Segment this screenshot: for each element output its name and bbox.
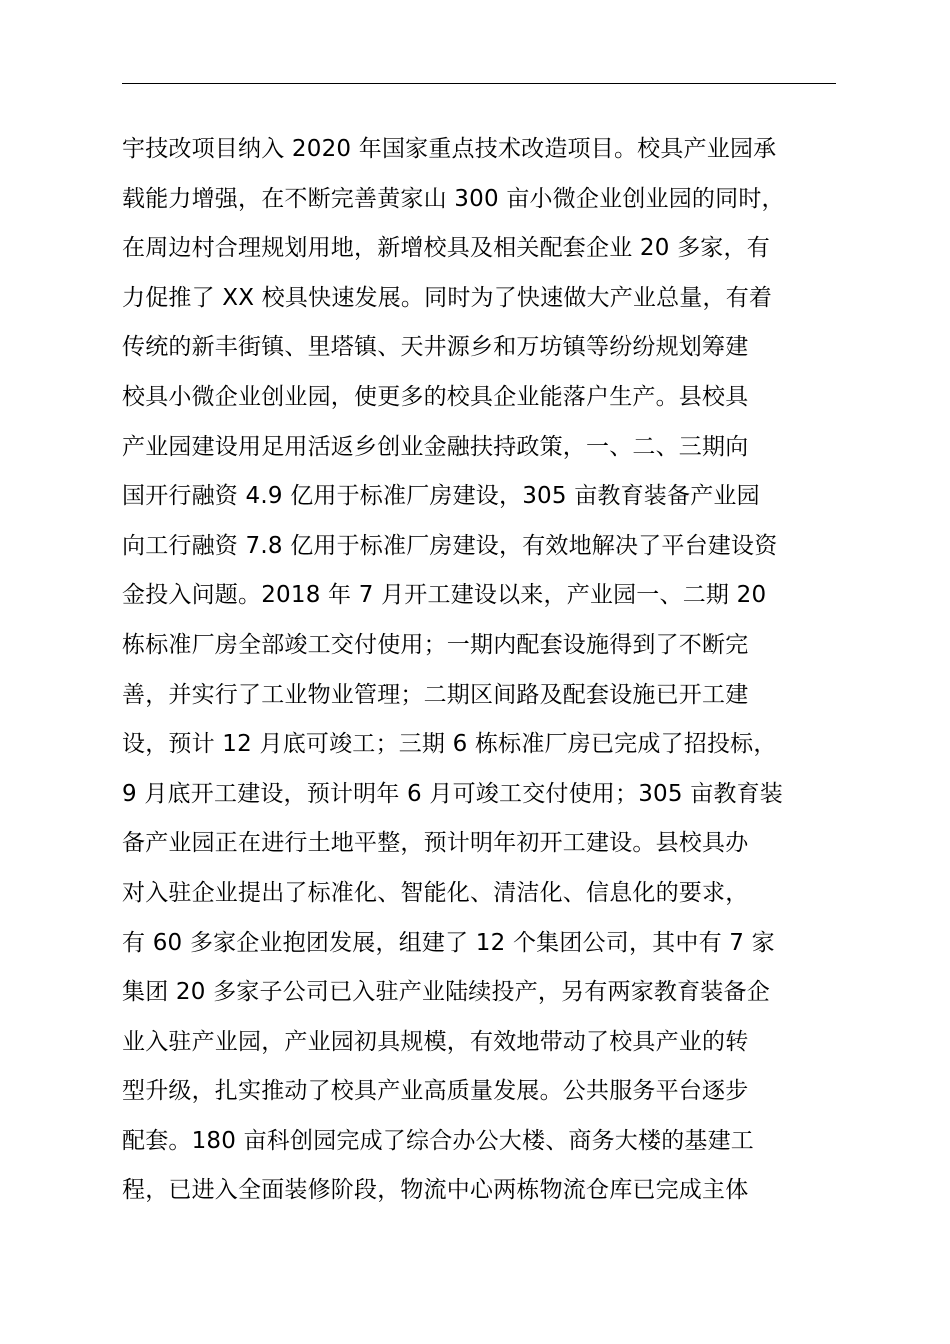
text-line: 备产业园正在进行土地平整，预计明年初开工建设。县校具办 (122, 830, 749, 857)
text-line: 设，预计 12 月底可竣工；三期 6 栋标准厂房已完成了招投标， (122, 731, 777, 758)
text-line: 宇技改项目纳入 2020 年国家重点技术改造项目。校具产业园承 (122, 136, 777, 162)
text-line: 产业园建设用足用活返乡创业金融扶持政策，一、二、三期向 (122, 433, 749, 460)
text-line: 9 月底开工建设，预计明年 6 月可竣工交付使用；305 亩教育装 (122, 780, 784, 807)
text-line: 国开行融资 4.9 亿用于标准厂房建设，305 亩教育装备产业园 (122, 483, 760, 510)
text-line: 对入驻企业提出了标准化、智能化、清洁化、信息化的要求， (122, 879, 749, 906)
text-line: 型升级，扎实推动了校具产业高质量发展。公共服务平台逐步 (122, 1078, 749, 1105)
text-line: 传统的新丰街镇、里塔镇、天井源乡和万坊镇等纷纷规划筹建 (122, 334, 749, 361)
text-line: 在周边村合理规划用地，新增校具及相关配套企业 20 多家，有 (122, 235, 770, 262)
text-line: 配套。180 亩科创园完成了综合办公大楼、商务大楼的基建工 (122, 1127, 755, 1154)
text-line: 栋标准厂房全部竣工交付使用；一期内配套设施得到了不断完 (122, 631, 749, 658)
text-line: 力促推了 XX 校具快速发展。同时为了快速做大产业总量，有着 (122, 284, 773, 311)
text-line: 程，已进入全面装修阶段，物流中心两栋物流仓库已完成主体 (122, 1177, 749, 1204)
header-rule (122, 83, 836, 84)
text-line: 向工行融资 7.8 亿用于标准厂房建设，有效地解决了平台建设资 (122, 532, 778, 559)
text-line: 业入驻产业园，产业园初具规模，有效地带动了校具产业的转 (122, 1028, 749, 1055)
text-line: 有 60 多家企业抱团发展，组建了 12 个集团公司，其中有 7 家 (122, 929, 775, 956)
text-line: 善，并实行了工业物业管理；二期区间路及配套设施已开工建 (122, 681, 749, 708)
text-line: 金投入问题。2018 年 7 月开工建设以来，产业园一、二期 20 (122, 582, 767, 609)
text-line: 校具小微企业创业园，使更多的校具企业能落户生产。县校具 (122, 383, 749, 410)
text-line: 集团 20 多家子公司已入驻产业陆续投产，另有两家教育装备企 (122, 979, 770, 1006)
body-paragraph (122, 125, 842, 1216)
text-line: 载能力增强，在不断完善黄家山 300 亩小微企业创业园的同时， (122, 185, 785, 212)
